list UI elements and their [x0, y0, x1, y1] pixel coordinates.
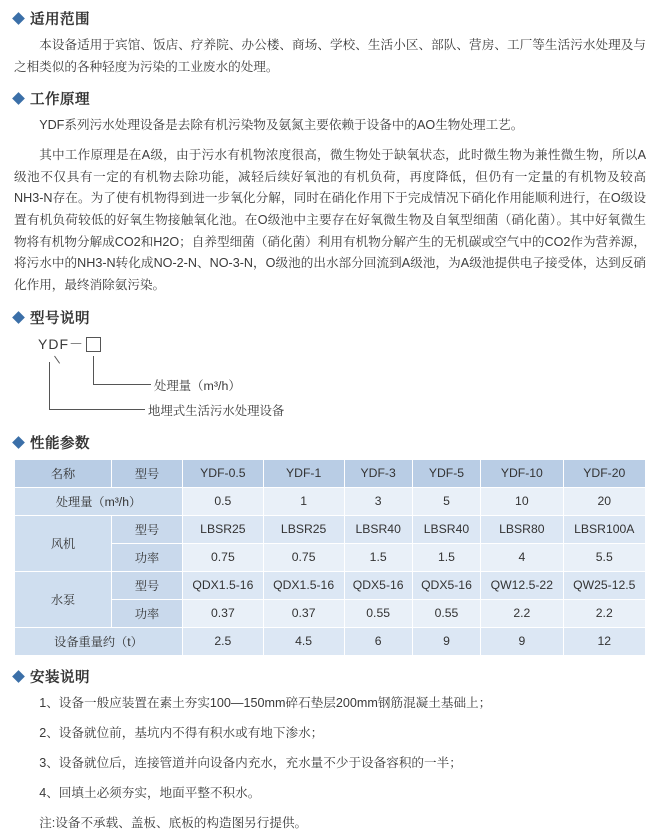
section-principle [14, 88, 646, 296]
table-col-header: 型号 [112, 459, 183, 487]
table-cell: LBSR25 [183, 515, 264, 543]
table-cell: LBSR25 [263, 515, 344, 543]
table-cell: 1 [263, 487, 344, 515]
table-group-label: 风机 [15, 515, 112, 571]
section-header-performance [14, 432, 646, 453]
table-header-row [15, 459, 646, 487]
table-sub-label: 型号 [112, 571, 183, 599]
leader-line-flow-vertical [93, 356, 94, 385]
list-item: 4、回填土必须夯实，地面平整不积水。 [39, 785, 261, 800]
section-header-scope [14, 8, 646, 29]
table-cell: QDX5-16 [412, 571, 480, 599]
table-cell: 0.55 [344, 599, 412, 627]
table-cell: 0.75 [183, 543, 264, 571]
model-diagram [14, 334, 646, 426]
table-row [15, 627, 646, 655]
table-row-label: 设备重量约（t） [15, 627, 183, 655]
leader-line-device-horizontal [49, 409, 145, 410]
table-group-label: 水泵 [15, 571, 112, 627]
scope-paragraph: 本设备适用于宾馆、饭店、疗养院、办公楼、商场、学校、生活小区、部队、营房、工厂等生活污水处理及与之相类似的各种轻度为污染的工业废水的处理。 [14, 38, 646, 74]
table-cell: LBSR40 [412, 515, 480, 543]
section-header-install [14, 666, 646, 687]
table-cell: 2.2 [563, 599, 645, 627]
table-cell: LBSR100A [563, 515, 645, 543]
table-cell: QDX1.5-16 [263, 571, 344, 599]
section-title-install: 安装说明 [30, 669, 90, 686]
table-row [15, 571, 646, 599]
section-title-model: 型号说明 [30, 310, 90, 327]
principle-paragraph-2: 其中工作原理是在A级，由于污水有机物浓度很高，微生物处于缺氧状态，此时微生物为兼性微生物，所以A级池不仅具有一定的有机物去除功能，减轻后续好氧池的有机负荷，再度降低，但仍有一定量的有机物及较高NH3-N存在。为了使有机物得到进一步氧化分解，同时在硝化作用下于完成情况下硝化作用能顺利进行，在O级设置有机负荷较低的好氧生物接触氧化池。在O级池中主要存在好氧微生物及自氧型细菌（硝化菌）。其中好氧微生物将有机物分解成CO2和H2O；自养型细菌（硝化菌）利用有机物分解产生的无机碳或空气中的CO2作为营养源，将污水中的NH3-N转化成NO-2-N、NO-3-N，O级池的出水部分回流到A级池，为A级池提供电子接受体，达到反硝化作用，最终消除氨污染。 [14, 147, 646, 292]
table-cell: 0.75 [263, 543, 344, 571]
install-note: 注:设备不承载、盖板、底板的构造图另行提供。 [39, 816, 308, 831]
table-cell: 3 [344, 487, 412, 515]
diamond-bullet-icon [12, 311, 25, 324]
section-title-principle: 工作原理 [30, 92, 90, 109]
table-cell: LBSR40 [344, 515, 412, 543]
section-header-principle [14, 88, 646, 109]
table-cell: 0.5 [183, 487, 264, 515]
table-cell: QDX1.5-16 [183, 571, 264, 599]
table-cell: 1.5 [412, 543, 480, 571]
diamond-bullet-icon [12, 670, 25, 683]
leader-line-device-vertical [49, 362, 50, 410]
leader-line-device-diagonal [54, 355, 60, 363]
table-cell: 1.5 [344, 543, 412, 571]
table-cell: QW12.5-22 [481, 571, 563, 599]
section-install [14, 666, 646, 833]
table-cell: 0.37 [263, 599, 344, 627]
table-cell: 9 [412, 627, 480, 655]
list-item: 1、设备一般应装置在素土夯实100—150mm碎石垫层200mm钢筋混凝土基础上； [39, 695, 492, 710]
table-cell: 0.55 [412, 599, 480, 627]
table-cell: 4.5 [263, 627, 344, 655]
diamond-bullet-icon [12, 436, 25, 449]
model-code-box [86, 337, 101, 352]
table-sub-label: 功率 [112, 543, 183, 571]
table-cell: 5.5 [563, 543, 645, 571]
section-model [14, 307, 646, 426]
table-col-header: YDF-3 [344, 459, 412, 487]
table-col-header: 名称 [15, 459, 112, 487]
principle-paragraph-1: YDF系列污水处理设备是去除有机污染物及氨氮主要依赖于设备中的AO生物处理工艺。 [39, 118, 524, 133]
table-col-header: YDF-10 [481, 459, 563, 487]
table-cell: 5 [412, 487, 480, 515]
table-cell: 4 [481, 543, 563, 571]
section-performance [14, 432, 646, 656]
table-row [15, 515, 646, 543]
table-col-header: YDF-20 [563, 459, 645, 487]
diamond-bullet-icon [12, 12, 25, 25]
model-code [38, 334, 101, 354]
table-col-header: YDF-1 [263, 459, 344, 487]
model-label-flow: 处理量（m³/h） [154, 378, 241, 393]
table-sub-label: 功率 [112, 599, 183, 627]
table-cell: LBSR80 [481, 515, 563, 543]
table-col-header: YDF-5 [412, 459, 480, 487]
section-title-performance: 性能参数 [30, 435, 90, 452]
model-code-prefix: YDF [38, 335, 69, 352]
table-row [15, 487, 646, 515]
list-item: 2、设备就位前，基坑内不得有积水或有地下渗水； [39, 725, 324, 740]
section-header-model [14, 307, 646, 328]
section-title-scope: 适用范围 [30, 12, 90, 28]
diamond-bullet-icon [12, 92, 25, 105]
table-sub-label: 型号 [112, 515, 183, 543]
table-cell: QDX5-16 [344, 571, 412, 599]
table-cell: 2.5 [183, 627, 264, 655]
table-cell: 12 [563, 627, 645, 655]
table-cell: QW25-12.5 [563, 571, 645, 599]
table-cell: 6 [344, 627, 412, 655]
model-label-device: 地埋式生活污水处理设备 [148, 403, 285, 418]
install-step-list [14, 693, 646, 804]
table-cell: 2.2 [481, 599, 563, 627]
list-item: 3、设备就位后，连接管道并向设备内充水，充水量不少于设备容积的一半； [39, 755, 462, 770]
leader-line-flow-horizontal [93, 384, 151, 385]
performance-table [14, 459, 646, 656]
model-code-dash: － [69, 335, 84, 352]
table-cell: 10 [481, 487, 563, 515]
table-col-header: YDF-0.5 [183, 459, 264, 487]
table-cell: 9 [481, 627, 563, 655]
table-row-label: 处理量（m³/h） [15, 487, 183, 515]
table-cell: 20 [563, 487, 645, 515]
table-cell: 0.37 [183, 599, 264, 627]
section-scope [14, 8, 646, 78]
